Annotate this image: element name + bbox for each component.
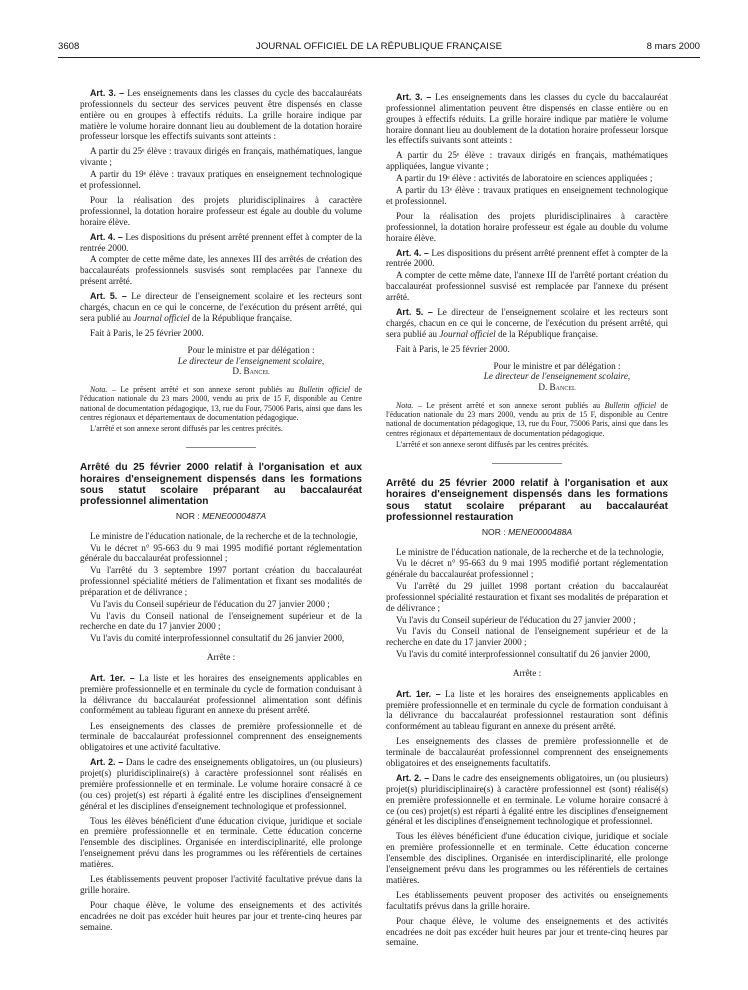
threshold-item: A partir du 13ᵉ élève : travaux pratiques en enseignement technologique et professionnel. [386,184,668,206]
visa: Vu l'avis du Conseil supérieur de l'éducation du 27 janvier 2000 ; [90,598,330,609]
article-1-paragraph: Les enseignements des classes de première professionnelle et de terminale de baccalauréat professionnel comprennent des enseignements obligatoires et une activité facultative. [80,720,362,753]
article-2-paragraph: Tous les élèves bénéficient d'une éducation civique, juridique et sociale en première professionnelle et en terminale. Cette éducation concerne l'ensemble des disciplines. Organisée en interdisciplinarité, elle prolonge l'enseignement prévu dans les programmes ou les référentiels de certaines matières. [80,815,362,870]
signature-delegation: Pour le ministre et par délégation : [493,360,621,371]
decree-intro: Le ministre de l'éducation nationale, de la recherche et de la technologie, [396,546,664,557]
article-2-paragraph: Les établissements peuvent proposer des activités ou enseignements facultatifs prévus dans la grille horaire. [386,889,668,911]
right-column [386,92,668,952]
decree-title: Arrêté du 25 février 2000 relatif à l'organisation et aux horaires d'enseignement dispensés dans les formations sous statut scolaire préparant au baccalauréat professionnel restauration [386,478,668,524]
article-4-paragraph: A compter de cette même date, l'annexe III de l'arrêté portant création du baccalauréat professionnel susvisé est remplacée par l'annexe du présent arrêté. [386,270,668,302]
article-4: Art. 4. – Les dispositions du présent arrêté prennent effet à compter de la rentrée 2000. [386,247,668,269]
article-2-paragraph: Pour chaque élève, le volume des enseignements et des activités encadrées ne doit pas excéder huit heures par jour et trente-cinq heures par semaine. [386,915,668,948]
visa: Vu l'avis du Conseil national de l'enseignement supérieur et de la recherche en date du 17 janvier 2000 ; [80,610,362,632]
signature-title: Le directeur de l'enseignement scolaire, [177,355,325,366]
journal-title: JOURNAL OFFICIEL DE LA RÉPUBLIQUE FRANÇAISE [255,41,503,52]
article-2: Art. 2. – Dans le cadre des enseignements obligatoires, un (ou plusieurs) projet(s) pluridisciplinaire(s) à caractère professionnel est (sont) réalisé(s) en première professionnelle et en terminale. Le volume horaire consacré à ce (ou ces) projet(s) est réparti à égalité entre les disciplines d'enseignement général et les disciplines d'enseignement technologique et professionnel. [386,773,668,827]
section-separator [492,463,562,464]
left-column [80,88,362,937]
threshold-item: A partir du 25ᵉ élève : travaux dirigés en français, mathématiques appliquées, langue vivante ; [386,150,668,172]
article-5: Art. 5. – Le directeur de l'enseignement scolaire et les recteurs sont chargés, chacun en ce qui le concerne, de l'exécution du présent arrêté, qui sera publié au Journal officiel de la République française. [80,291,362,323]
signature-delegation: Pour le ministre et par délégation : [187,344,315,355]
nota-note: Nota. – Le présent arrêté et son annexe seront publiés au Bulletin officiel de l'éducation nationale du 23 mars 2000, vendu au prix de 15 F, disponible au Centre national de documentation pédagogique, 13, rue du Four, 75006 Paris, ainsi que dans les centres régionaux et départementaux de documentation pédagogique. [386,401,669,438]
article-2: Art. 2. – Dans le cadre des enseignements obligatoires, un (ou plusieurs) projet(s) pluridisciplinaire(s) à caractère professionnel sont réalisés en première professionnelle et en terminale. Le volume horaire consacré à ce (ou ces) projet(s) est réparti à égalité entre les disciplines d'enseignement général et les disciplines d'enseignement technologique et professionnel. [80,757,362,811]
article-3: Art. 3. – Les enseignements dans les classes du cycle des baccalauréats professionnels du secteur des services peuvent être dispensés en classe entière ou en groupes à effectifs réduits. La grille horaire indique par matière le volume horaire donnant lieu au doublement de la dotation horaire professeur lorsque les effectifs suivants sont atteints : [80,88,363,142]
threshold-item: A partir du 19ᵉ élève : activités de laboratoire en sciences appliquées ; [396,173,653,184]
pluridisciplinary-paragraph: Pour la réalisation des projets pluridisciplinaires à caractère professionnel, la dotation horaire professeur est égale au double du volume horaire élève. [386,210,668,243]
article-4: Art. 4. – Les dispositions du présent arrêté prennent effet à compter de la rentrée 2000. [80,231,362,253]
article-4-paragraph: A compter de cette même date, les annexes III des arrêtés de création des baccalauréats professionnels susvisés sont remplacées par l'annexe du présent arrêté. [80,254,362,287]
decree-intro: Le ministre de l'éducation nationale, de la recherche et de la technologie, [90,530,358,541]
place-date: Fait à Paris, le 25 février 2000. [396,343,510,354]
header-rule [58,57,700,58]
arrete-heading: Arrête : [206,652,236,663]
signature-name: D. Bancel [232,366,270,377]
article-1-paragraph: Les enseignements des classes de première professionnelle et de terminale de baccalauréat professionnel comprennent des enseignements obligatoires et des enseignements facultatifs. [386,736,668,769]
nor-reference: NOR : MENE0000487A [175,510,267,521]
page-header [58,41,700,55]
article-3: Art. 3. – Les enseignements dans les classes du cycle du baccalauréat professionnel alimentation peuvent être dispensés en classe entière ou en groupes à effectifs réduits. La grille horaire indique par matière le volume horaire donnant lieu au doublement de la dotation horaire professeur lorsque les effectifs suivants sont atteints : [386,92,668,146]
visa: Vu l'avis du Conseil supérieur de l'éducation du 27 janvier 2000 ; [396,614,636,625]
page-number: 3608 [58,41,80,52]
signature-title: Le directeur de l'enseignement scolaire, [483,371,631,382]
pluridisciplinary-paragraph: Pour la réalisation des projets pluridisciplinaires à caractère professionnel, la dotation horaire professeur est égale au double du volume horaire élève. [80,194,362,227]
arrete-heading: Arrête : [512,667,542,678]
section-separator [186,447,256,448]
visa: Vu l'avis du Conseil national de l'enseignement supérieur et de la recherche en date du 17 janvier 2000 ; [386,626,668,648]
visa: Vu l'arrêté du 3 septembre 1997 portant création du baccalauréat professionnel spécialité métiers de l'alimentation et fixant ses modalités de préparation et de délivrance ; [80,565,362,597]
visa: Vu l'avis du comité interprofessionnel consultatif du 26 janvier 2000, [90,633,345,644]
issue-date: 8 mars 2000 [646,41,700,52]
article-5: Art. 5. – Le directeur de l'enseignement scolaire et les recteurs sont chargés, chacun en ce qui le concerne, de l'exécution du présent arrêté, qui sera publié au Journal officiel de la République française. [386,306,668,339]
nor-reference: NOR : MENE0000488A [481,526,573,537]
visa: Vu le décret n° 95-663 du 9 mai 1995 modifié portant réglementation générale du baccalauréat professionnel ; [386,558,668,580]
article-2-paragraph: Les établissements peuvent proposer l'activité facultative prévue dans la grille horaire. [80,874,362,895]
decree-title: Arrêté du 25 février 2000 relatif à l'organisation et aux horaires d'enseignement dispensés dans les formations sous statut scolaire préparant au baccalauréat professionnel alimentation [80,462,362,508]
visa: Vu le décret n° 95-663 du 9 mai 1995 modifié portant réglementation générale du baccalauréat professionnel ; [80,542,362,564]
nota-diffusion: L'arrêté et son annexe seront diffusés par les centres précités. [90,424,283,433]
visa: Vu l'avis du comité interprofessionnel consultatif du 26 janvier 2000, [396,649,651,660]
threshold-item: A partir du 19ᵉ élève : travaux pratiques en enseignement technologique et professionnel. [80,169,362,190]
article-2-paragraph: Pour chaque élève, le volume des enseignements et des activités encadrées ne doit pas excéder huit heures par jour et trente-cinq heures par semaine. [80,899,362,932]
threshold-item: A partir du 25ᵉ élève : travaux dirigés en français, mathématiques, langue vivante ; [80,146,362,168]
article-1: Art. 1er. – La liste et les horaires des enseignements applicables en première professionnelle et en terminale du cycle de formation conduisant à la délivrance du baccalauréat professionnel restauration sont définis conformément au tableau figurant en annexe du présent arrêté. [386,688,668,732]
article-2-paragraph: Tous les élèves bénéficient d'une éducation civique, juridique et sociale en première professionnelle et en terminale. Cette éducation concerne l'ensemble des disciplines. Organisée en interdisciplinarité, elle prolonge l'enseignement prévu dans les programmes ou les référentiels de certaines matières. [386,831,668,885]
article-1: Art. 1er. – La liste et les horaires des enseignements applicables en première professionnelle et en terminale du cycle de formation conduisant à la délivrance du baccalauréat professionnel alimentation sont définis conformément au tableau figurant en annexe du présent arrêté. [80,672,362,716]
visa: Vu l'arrêté du 29 juillet 1998 portant création du baccalauréat professionnel spécialité restauration et fixant ses modalités de préparation et de délivrance ; [386,581,668,613]
signature-name: D. Bancel [538,382,576,393]
nota-note: Nota. – Le présent arrêté et son annexe seront publiés au Bulletin officiel de l'éducation nationale du 23 mars 2000, vendu au prix de 15 F, disponible au Centre national de documentation pédagogique, 13, rue du Four, 75006 Paris, ainsi que dans les centres régionaux et départementaux de documentation pédagogique. [80,385,363,422]
nota-diffusion: L'arrêté et son annexe seront diffusés par les centres précités. [396,439,589,449]
place-date: Fait à Paris, le 25 février 2000. [90,327,204,338]
